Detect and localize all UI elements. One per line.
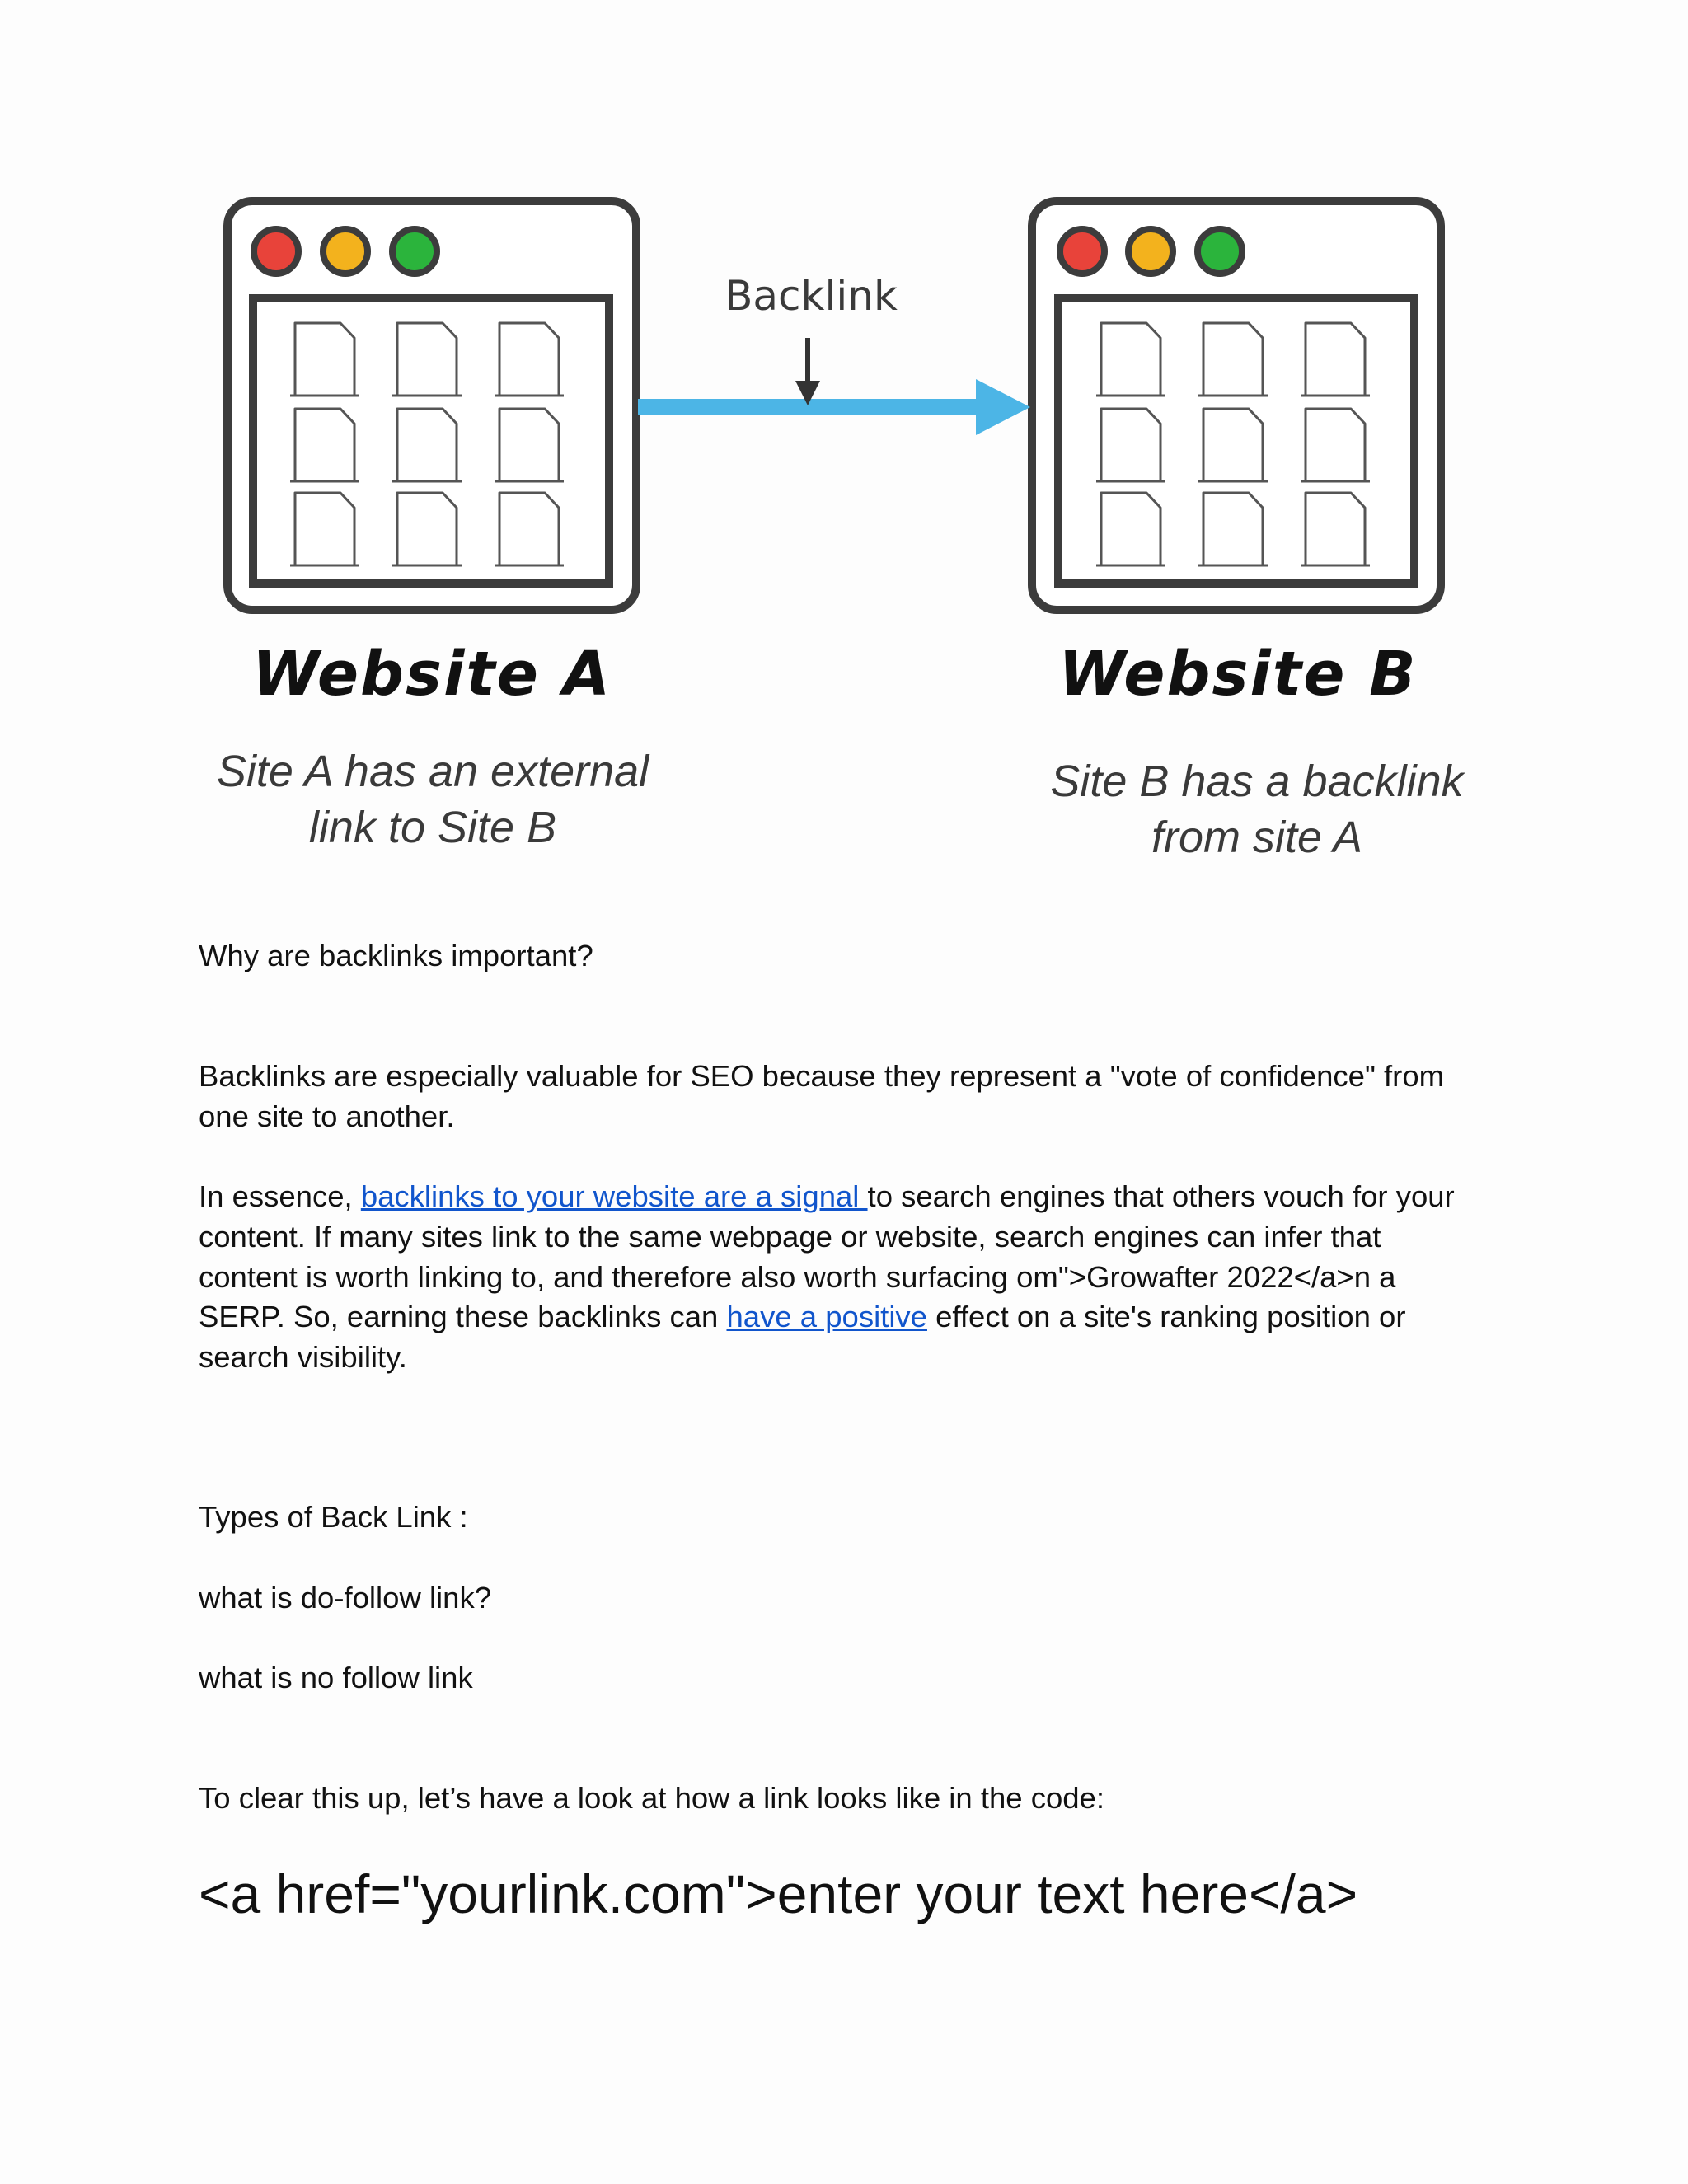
website-b-caption-line1: Site B has a backlink <box>1050 757 1464 806</box>
item-dofollow: what is do-follow link? <box>199 1581 492 1615</box>
website-a-caption-line1: Site A has an external <box>216 747 649 796</box>
website-a-caption <box>190 743 676 855</box>
paragraph-valuable: Backlinks are especially valuable for SEO because they represent a "vote of confidence" from one site to another. <box>199 1059 1445 1133</box>
down-arrow-icon <box>795 338 820 405</box>
essence-text-3: effect on a site's ranking position or search visibility. <box>199 1300 1406 1375</box>
page-grid-a <box>290 323 564 565</box>
website-b-caption-line2: from site A <box>1151 813 1363 862</box>
website-a-caption-line2: link to Site B <box>308 803 557 852</box>
backlink-arrow-icon <box>638 379 1030 435</box>
code-example: <a href="yourlink.com">enter your text here</a> <box>199 1863 1358 1924</box>
paragraph-essence <box>199 1177 1484 1378</box>
heading-types-of-backlink: Types of Back Link : <box>199 1500 468 1534</box>
close-dot-icon <box>254 229 298 274</box>
website-b-title: Website B <box>1058 639 1418 710</box>
backlink-label: Backlink <box>724 272 898 320</box>
have-a-positive-link[interactable]: have a positive <box>726 1300 927 1334</box>
website-b-caption <box>1014 753 1500 865</box>
minimize-dot-icon <box>323 229 368 274</box>
item-nofollow: what is no follow link <box>199 1661 473 1694</box>
close-dot-icon <box>1060 229 1104 274</box>
essence-text-1: In essence, <box>199 1179 361 1213</box>
page-grid-b <box>1096 323 1370 565</box>
paragraph-clear-up: To clear this up, let’s have a look at how a link looks like in the code: <box>199 1781 1104 1815</box>
heading-why-backlinks: Why are backlinks important? <box>199 939 593 972</box>
backlink-diagram <box>0 0 1688 890</box>
backlinks-signal-link[interactable]: backlinks to your website are a signal <box>360 1179 868 1213</box>
essence-text-2: to search engines that others vouch for your content. If many sites link to the same webpage or website, search engines can infer that content is worth linking to, and therefore also worth surfacing om">Growafter 2022</a>n a SERP. So, earning these backlinks can <box>199 1179 1455 1334</box>
website-b-window <box>1032 201 1441 610</box>
website-a-title: Website A <box>251 639 612 710</box>
maximize-dot-icon <box>1198 229 1242 274</box>
website-a-window <box>227 201 636 610</box>
maximize-dot-icon <box>392 229 437 274</box>
minimize-dot-icon <box>1128 229 1173 274</box>
